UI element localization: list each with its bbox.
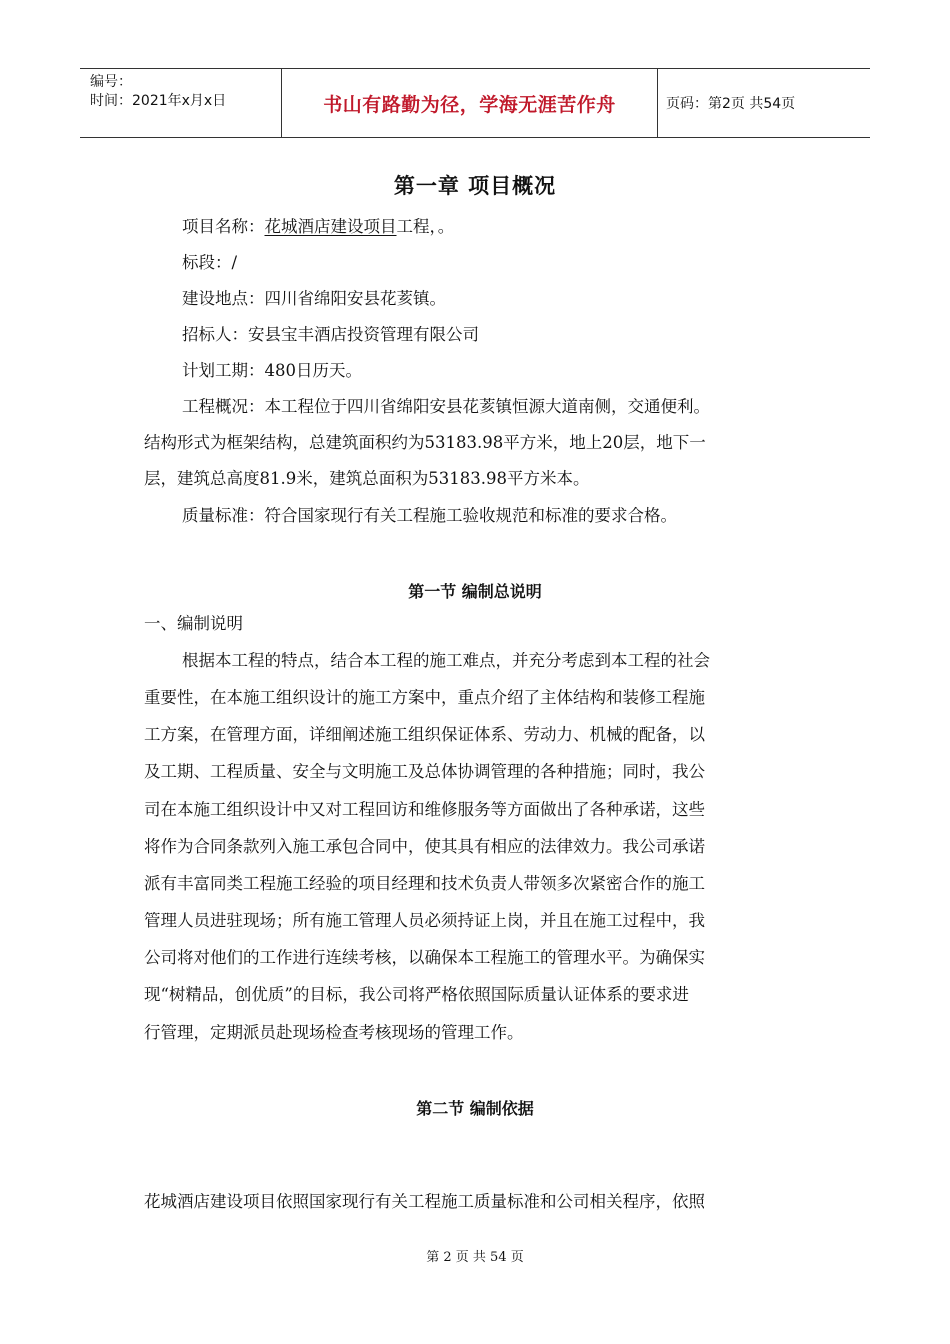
section1-paragraph-line: 管理人员进驻现场；所有施工管理人员必须持证上岗，并且在施工过程中，我 [144, 911, 705, 930]
project-quality-line: 质量标准：符合国家现行有关工程施工验收规范和标准的要求合格。 [182, 506, 677, 525]
project-name-line [182, 217, 842, 237]
section1-paragraph-line: 司在本施工组织设计中又对工程回访和维修服务等方面做出了各种承诺，这些 [144, 800, 705, 819]
section1-paragraph-line: 行管理，定期派员赴现场检查考核现场的管理工作。 [144, 1023, 524, 1042]
section1-subtitle: 一、编制说明 [144, 614, 243, 633]
project-bidder-line: 招标人：安县宝丰酒店投资管理有限公司 [182, 325, 479, 344]
chapter-title: 第一章 项目概况 [393, 174, 557, 198]
project-name-value: 花城酒店建设项目 [264, 217, 397, 236]
section2-title: 第二节 编制依据 [416, 1099, 534, 1118]
project-overview-line: 结构形式为框架结构，总建筑面积约为53183.98平方米，地上20层，地下一 [144, 433, 706, 452]
project-section-line: 标段：/ [182, 253, 238, 272]
section1-paragraph-line: 工方案，在管理方面，详细阐述施工组织保证体系、劳动力、机械的配备，以 [144, 725, 705, 744]
section2-first-line: 花城酒店建设项目依照国家现行有关工程施工质量标准和公司相关程序，依照 [144, 1192, 705, 1211]
section1-paragraph-line: 及工期、工程质量、安全与文明施工及总体协调管理的各种措施；同时，我公 [144, 762, 705, 781]
project-location-line: 建设地点：四川省绵阳安县花荄镇。 [182, 289, 446, 308]
header-motto: 书山有路勤为径，学海无涯苦作舟 [282, 69, 658, 137]
project-name-label: 项目名称： [182, 217, 265, 236]
section1-paragraph-line: 根据本工程的特点，结合本工程的施工难点，并充分考虑到本工程的社会 [182, 651, 710, 670]
document-header [80, 68, 870, 138]
page-footer: 第 2 页 共 54 页 [426, 1250, 524, 1265]
section1-paragraph-line: 派有丰富同类工程施工经验的项目经理和技术负责人带领多次紧密合作的施工 [144, 874, 705, 893]
section1-paragraph-line: 现“树精品，创优质”的目标，我公司将严格依照国际质量认证体系的要求进 [144, 985, 689, 1004]
section1-paragraph-line: 公司将对他们的工作进行连续考核，以确保本工程施工的管理水平。为确保实 [144, 948, 705, 967]
header-time-label: 时间：2021年x月x日 [90, 93, 227, 109]
section1-paragraph-line: 重要性，在本施工组织设计的施工方案中，重点介绍了主体结构和装修工程施 [144, 688, 705, 707]
project-name-suffix: 工程，。 [396, 217, 455, 236]
header-page-info: 页码：第2页 共54页 [666, 96, 796, 112]
section1-title: 第一节 编制总说明 [408, 582, 542, 601]
project-overview-line: 工程概况：本工程位于四川省绵阳安县花荄镇恒源大道南侧，交通便利。 [182, 397, 710, 416]
section1-paragraph-line: 将作为合同条款列入施工承包合同中，使其具有相应的法律效力。我公司承诺 [144, 837, 705, 856]
header-meta [80, 69, 282, 137]
project-period-line: 计划工期：480日历天。 [182, 361, 362, 380]
header-number-label: 编号： [90, 74, 132, 90]
project-overview-line: 层，建筑总高度81.9米，建筑总面积为53183.98平方米本。 [144, 469, 590, 488]
